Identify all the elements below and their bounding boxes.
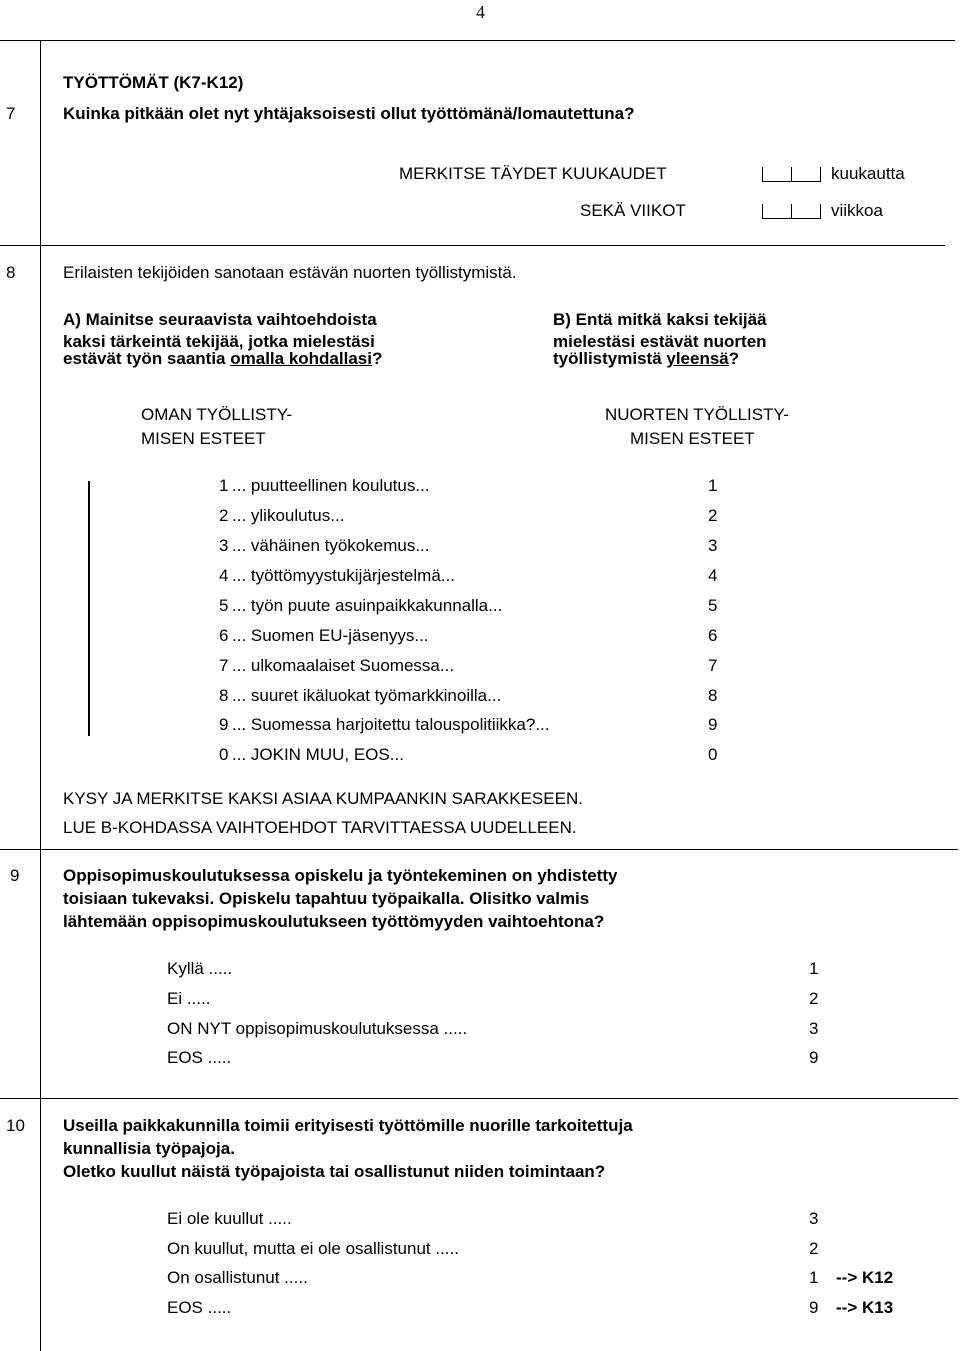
q7-section-title: TYÖTTÖMÄT (K7-K12) bbox=[63, 73, 244, 92]
q9-option-code[interactable]: 9 bbox=[809, 1048, 819, 1067]
q10-question-line3: Oletko kuullut näistä työpajoista tai osallistunut niiden toimintaan? bbox=[63, 1162, 606, 1181]
q9-leader-dots: .. bbox=[457, 1019, 468, 1038]
option-code-b[interactable]: 0 bbox=[708, 745, 718, 764]
option-leader-dots: ... bbox=[415, 476, 430, 495]
option-label bbox=[232, 686, 501, 706]
option-code-b[interactable]: 6 bbox=[708, 626, 718, 645]
option-label bbox=[232, 506, 344, 526]
q10-option-text: On kuullut, mutta ei ole osallistunut ... bbox=[167, 1239, 450, 1258]
weeks-digit-box-2[interactable] bbox=[791, 204, 821, 219]
col-a-header-line2: MISEN ESTEET bbox=[141, 429, 266, 448]
q10-option-code[interactable]: 2 bbox=[809, 1239, 819, 1258]
q8-interviewer-note-1: KYSY JA MERKITSE KAKSI ASIAA KUMPAANKIN SARAKKESEEN. bbox=[63, 789, 583, 808]
top-rule bbox=[0, 40, 955, 41]
q9-question-line3: lähtemään oppisopimuskoulutukseen työttömyyden vaihtoehtona? bbox=[63, 912, 605, 931]
q10-option-code[interactable]: 9 bbox=[809, 1298, 819, 1317]
q10-leader-dots: .. bbox=[449, 1239, 459, 1258]
option-label bbox=[232, 745, 404, 765]
option-code-a[interactable]: 4 bbox=[219, 566, 229, 585]
q10-leader-dots: .. bbox=[298, 1268, 308, 1287]
option-label-text: ... Suomen EU-jäsenyys bbox=[232, 626, 415, 645]
q9-leader-dots: .. bbox=[222, 959, 233, 978]
q10-option-text: Ei ole kuullut ... bbox=[167, 1209, 283, 1228]
option-label-text: ... Suomessa harjoitettu talouspolitiikka? bbox=[232, 715, 536, 734]
q7-question: Kuinka pitkään olet nyt yhtäjaksoisesti ollut työttömänä/lomautettuna? bbox=[63, 104, 635, 123]
q10-skip-instruction: --> K12 bbox=[836, 1268, 894, 1287]
q10-option-label bbox=[167, 1239, 459, 1259]
option-code-b[interactable]: 3 bbox=[708, 536, 718, 555]
option-code-a[interactable]: 7 bbox=[219, 656, 229, 675]
option-label bbox=[232, 596, 502, 616]
q8-part-a-line1: A) Mainitse seuraavista vaihtoehdoista bbox=[63, 310, 377, 329]
option-leader-dots: ... bbox=[330, 506, 345, 525]
page-number: 4 bbox=[476, 2, 485, 22]
q7-instruction-weeks: SEKÄ VIIKOT bbox=[580, 201, 686, 220]
option-code-b[interactable]: 1 bbox=[708, 476, 718, 495]
q10-skip-instruction: --> K13 bbox=[836, 1298, 894, 1317]
part-a-line3-text: estävät työn saantia bbox=[63, 349, 231, 368]
q9-option-text: EOS ... bbox=[167, 1048, 222, 1067]
option-code-b[interactable]: 2 bbox=[708, 506, 718, 525]
q7-number: 7 bbox=[6, 104, 16, 123]
months-digit-box-1[interactable] bbox=[762, 167, 791, 182]
q10-option-text: EOS ... bbox=[167, 1298, 222, 1317]
option-label-text: ... suuret ikäluokat työmarkkinoilla bbox=[232, 686, 488, 705]
q10-option-label bbox=[167, 1209, 292, 1229]
q7-instruction-months: MERKITSE TÄYDET KUUKAUDET bbox=[399, 164, 667, 183]
q9-option-text: ON NYT oppisopimuskoulutuksessa ... bbox=[167, 1019, 458, 1038]
option-leader-dots: ... bbox=[415, 536, 430, 555]
option-label bbox=[232, 536, 430, 556]
option-label-text: ... puutteellinen koulutus bbox=[232, 476, 416, 495]
q9-option-label bbox=[167, 989, 210, 1009]
option-label-text: ... työn puute asuinpaikkakunnalla bbox=[232, 596, 489, 615]
q8-part-a-line2: kaksi tärkeintä tekijää, jotka mielestäsi bbox=[63, 332, 375, 351]
q7-unit-weeks: viikkoa bbox=[831, 201, 883, 220]
q10-question-line1: Useilla paikkakunnilla toimii erityisesti työttömille nuorille tarkoitettuja bbox=[63, 1116, 633, 1135]
part-a-line3-end: ? bbox=[371, 349, 383, 368]
option-code-b[interactable]: 8 bbox=[708, 686, 718, 705]
option-code-a[interactable]: 2 bbox=[219, 506, 229, 525]
option-label bbox=[232, 715, 550, 735]
q8-interviewer-note-2: LUE B-KOHDASSA VAIHTOEHDOT TARVITTAESSA UUDELLEEN. bbox=[63, 818, 577, 837]
option-label-text: ... ulkomaalaiset Suomessa bbox=[232, 656, 440, 675]
option-leader-dots: ... bbox=[487, 686, 502, 705]
option-label bbox=[232, 476, 430, 496]
option-code-a[interactable]: 9 bbox=[219, 715, 229, 734]
option-leader-dots: ... bbox=[389, 745, 404, 764]
q10-leader-dots: .. bbox=[282, 1209, 292, 1228]
q10-option-code[interactable]: 1 bbox=[809, 1268, 819, 1287]
part-a-emphasis: omalla kohdallasi bbox=[230, 349, 372, 368]
weeks-digit-box-1[interactable] bbox=[762, 204, 791, 219]
q9-leader-dots: .. bbox=[201, 989, 211, 1008]
q10-question-line2: kunnallisia työpajoja. bbox=[63, 1139, 235, 1158]
q9-option-code[interactable]: 1 bbox=[809, 959, 819, 978]
months-digit-box-2[interactable] bbox=[791, 167, 821, 182]
option-label-text: ... vähäinen työkokemus bbox=[232, 536, 416, 555]
q9-question-line1: Oppisopimuskoulutuksessa opiskelu ja työntekeminen on yhdistetty bbox=[63, 866, 618, 885]
left-column-rule bbox=[40, 40, 41, 1351]
option-leader-dots: ... bbox=[440, 566, 455, 585]
col-b-header-line2: MISEN ESTEET bbox=[630, 429, 755, 448]
q8-question: Erilaisten tekijöiden sanotaan estävän nuorten työllistymistä. bbox=[63, 263, 517, 282]
q8-part-b-line3 bbox=[553, 349, 739, 369]
option-code-b[interactable]: 4 bbox=[708, 566, 718, 585]
part-b-line3-end: ? bbox=[728, 349, 740, 368]
option-label-text: ... ylikoulutus bbox=[232, 506, 331, 525]
option-label bbox=[232, 626, 429, 646]
q9-leader-dots: .. bbox=[221, 1048, 232, 1067]
option-code-b[interactable]: 5 bbox=[708, 596, 718, 615]
q9-option-label bbox=[167, 1019, 467, 1039]
option-leader-dots: ... bbox=[439, 656, 455, 675]
q8-part-a-line3 bbox=[63, 349, 382, 369]
q10-option-code[interactable]: 3 bbox=[809, 1209, 819, 1228]
column-a-answer-bar bbox=[88, 481, 90, 736]
q7-unit-months: kuukautta bbox=[831, 164, 905, 183]
option-code-a[interactable]: 3 bbox=[219, 536, 229, 555]
q9-option-text: Kyllä ... bbox=[167, 959, 223, 978]
q8-number: 8 bbox=[6, 263, 16, 282]
q9-option-label bbox=[167, 959, 232, 979]
q10-option-label bbox=[167, 1298, 231, 1318]
q10-option-text: On osallistunut ... bbox=[167, 1268, 299, 1287]
q7-divider bbox=[0, 245, 945, 246]
option-code-a[interactable]: 5 bbox=[219, 596, 229, 615]
option-leader-dots: ... bbox=[535, 715, 550, 734]
option-code-a[interactable]: 1 bbox=[219, 476, 229, 495]
part-b-emphasis: yleensä bbox=[666, 349, 729, 368]
option-label bbox=[232, 566, 455, 586]
q8-divider bbox=[0, 849, 958, 850]
option-label-text: ... JOKIN MUU, EOS bbox=[232, 745, 390, 764]
col-a-header-line1: OMAN TYÖLLISTY- bbox=[141, 405, 293, 424]
col-b-header-line1: NUORTEN TYÖLLISTY- bbox=[605, 405, 789, 424]
option-code-a[interactable]: 8 bbox=[219, 686, 229, 705]
q9-option-label bbox=[167, 1048, 231, 1068]
q10-leader-dots: .. bbox=[221, 1298, 232, 1317]
q10-option-label bbox=[167, 1268, 308, 1288]
option-leader-dots: ... bbox=[488, 596, 503, 615]
q9-divider bbox=[0, 1098, 958, 1099]
option-leader-dots: ... bbox=[414, 626, 429, 645]
option-code-a[interactable]: 6 bbox=[219, 626, 229, 645]
option-label-text: ... työttömyystukijärjestelmä bbox=[232, 566, 441, 585]
q10-number: 10 bbox=[6, 1116, 25, 1135]
option-code-b[interactable]: 9 bbox=[708, 715, 718, 734]
option-code-b[interactable]: 7 bbox=[708, 656, 718, 675]
part-b-line3-text: työllistymistä bbox=[553, 349, 667, 368]
option-label bbox=[232, 656, 454, 676]
q8-part-b-line2: mielestäsi estävät nuorten bbox=[553, 332, 767, 351]
q8-part-b-line1: B) Entä mitkä kaksi tekijää bbox=[553, 310, 767, 329]
q9-number: 9 bbox=[10, 866, 20, 885]
q9-option-code[interactable]: 2 bbox=[809, 989, 819, 1008]
q9-option-text: Ei ... bbox=[167, 989, 202, 1008]
q9-option-code[interactable]: 3 bbox=[809, 1019, 819, 1038]
q9-question-line2: toisiaan tukevaksi. Opiskelu tapahtuu työpaikalla. Olisitko valmis bbox=[63, 889, 590, 908]
option-code-a[interactable]: 0 bbox=[219, 745, 229, 764]
